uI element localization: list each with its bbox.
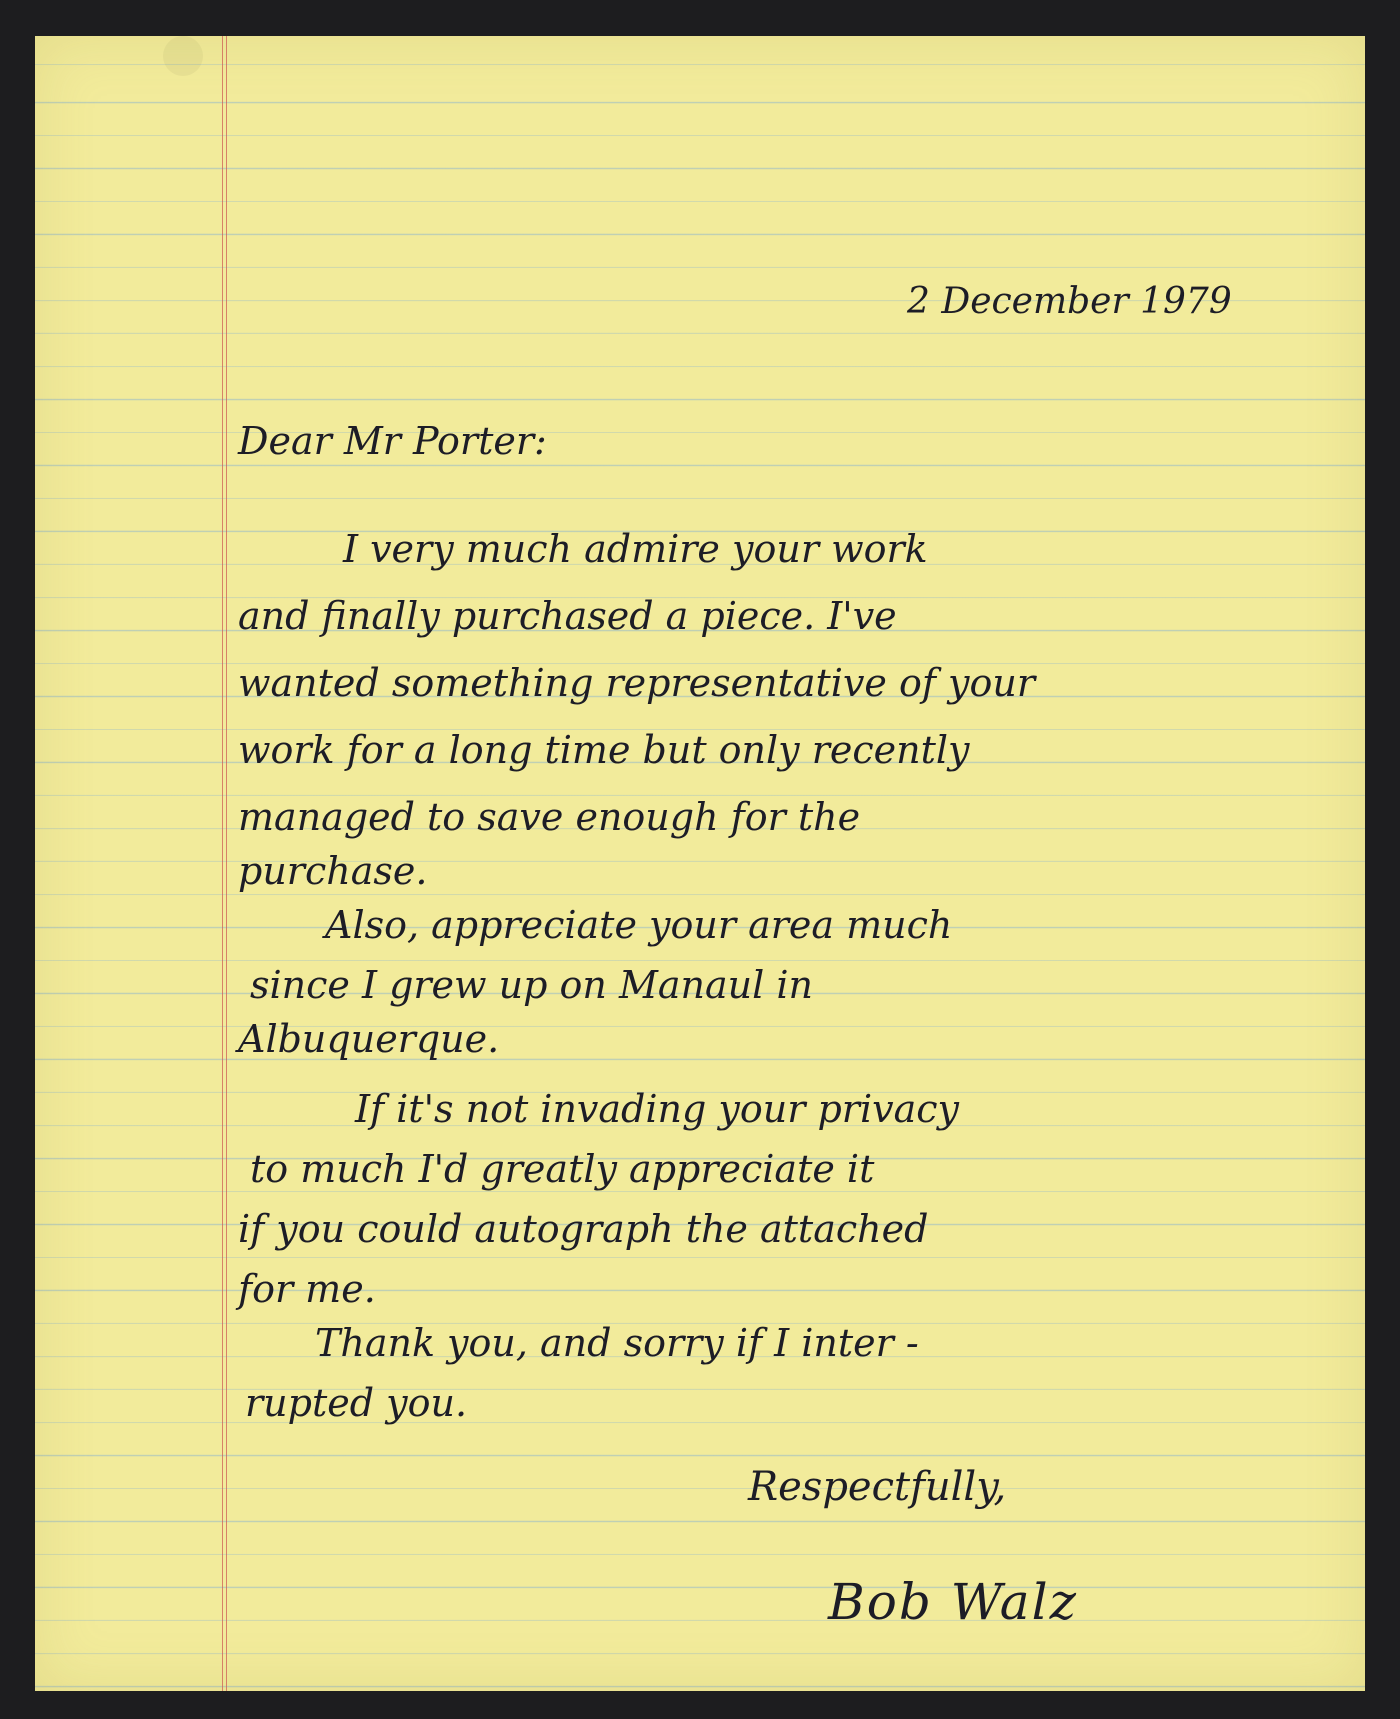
signature: Bob Walz (828, 1573, 1078, 1631)
letter-date: 2 December 1979 (907, 281, 1232, 322)
body-line: for me. (238, 1267, 376, 1311)
paper-scuff (163, 36, 203, 76)
body-line: work for a long time but only recently (238, 728, 970, 772)
body-line: I very much admire your work (343, 527, 928, 571)
body-line: Albuquerque. (238, 1017, 500, 1061)
letter-page (35, 36, 1365, 1691)
body-line: if you could autograph the attached (238, 1207, 929, 1251)
letter-closing: Respectfully, (748, 1464, 1007, 1510)
body-line: to much I'd greatly appreciate it (250, 1147, 875, 1191)
body-line: purchase. (238, 849, 428, 893)
body-line: rupted you. (245, 1381, 468, 1425)
body-line: managed to save enough for the (238, 795, 861, 839)
margin-line (226, 36, 227, 1691)
letter-salutation: Dear Mr Porter: (238, 419, 547, 463)
margin-line (222, 36, 223, 1691)
body-line: If it's not invading your privacy (355, 1087, 959, 1131)
body-line: Thank you, and sorry if I inter - (315, 1321, 919, 1365)
body-line: since I grew up on Manaul in (250, 963, 813, 1007)
body-line: wanted something representative of your (238, 661, 1035, 705)
body-line: and finally purchased a piece. I've (238, 594, 897, 638)
body-line: Also, appreciate your area much (325, 903, 953, 947)
